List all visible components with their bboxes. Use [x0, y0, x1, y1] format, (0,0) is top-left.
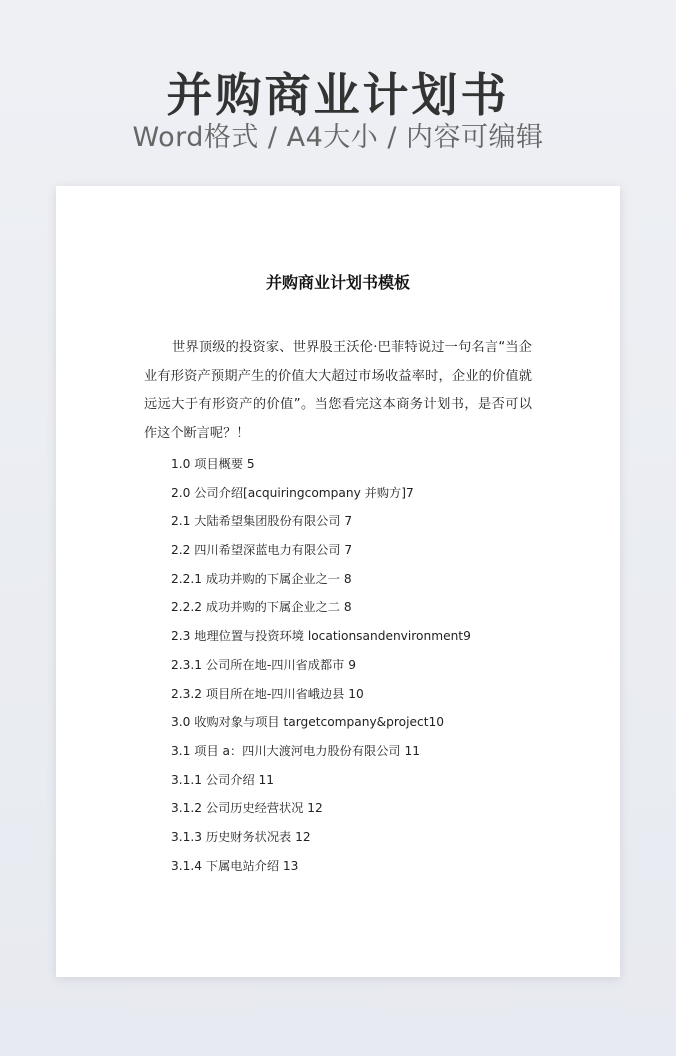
toc-item: 2.3 地理位置与投资环境 locationsandenvironment9: [171, 629, 471, 644]
toc-item: 2.0 公司介绍[acquiringcompany 并购方]7: [171, 485, 414, 500]
toc-item: 3.1.1 公司介绍 11: [171, 772, 275, 787]
table-of-contents: [171, 450, 571, 880]
toc-item: 3.1.3 历史财务状况表 12: [171, 829, 311, 844]
toc-item: 1.0 项目概要 5: [171, 457, 255, 471]
toc-item: 2.2.1 成功并购的下属企业之一 8: [171, 571, 352, 586]
toc-item: 3.1.4 下属电站介绍 13: [171, 858, 299, 873]
banner-subtitle: Word格式 / A4大小 / 内容可编辑: [132, 122, 544, 153]
toc-item: 2.2 四川希望深蓝电力有限公司 7: [171, 543, 353, 558]
document-title: 并购商业计划书模板: [265, 273, 410, 292]
intro-paragraph: 世界顶级的投资家、世界股王沃伦·巴菲特说过一句名言“当企业有形资产预期产生的价值大大超过市场收益率时，企业的价值就远远大于有形资产的价值”。当您看完这本商务计划书，是否可以作这个断言呢？！: [144, 340, 532, 441]
toc-item: 3.1.2 公司历史经营状况 12: [171, 801, 323, 816]
document-page: [56, 186, 620, 977]
toc-item: 3.0 收购对象与项目 targetcompany&project10: [171, 715, 444, 730]
toc-item: 2.3.2 项目所在地-四川省峨边县 10: [171, 686, 364, 701]
toc-item: 2.2.2 成功并购的下属企业之二 8: [171, 600, 352, 615]
toc-item: 3.1 项目 a：四川大渡河电力股份有限公司 11: [171, 743, 420, 758]
banner-title: 并购商业计划书: [166, 68, 510, 122]
toc-item: 2.3.1 公司所在地-四川省成都市 9: [171, 657, 356, 672]
toc-item: 2.1 大陆希望集团股份有限公司 7: [171, 514, 353, 529]
